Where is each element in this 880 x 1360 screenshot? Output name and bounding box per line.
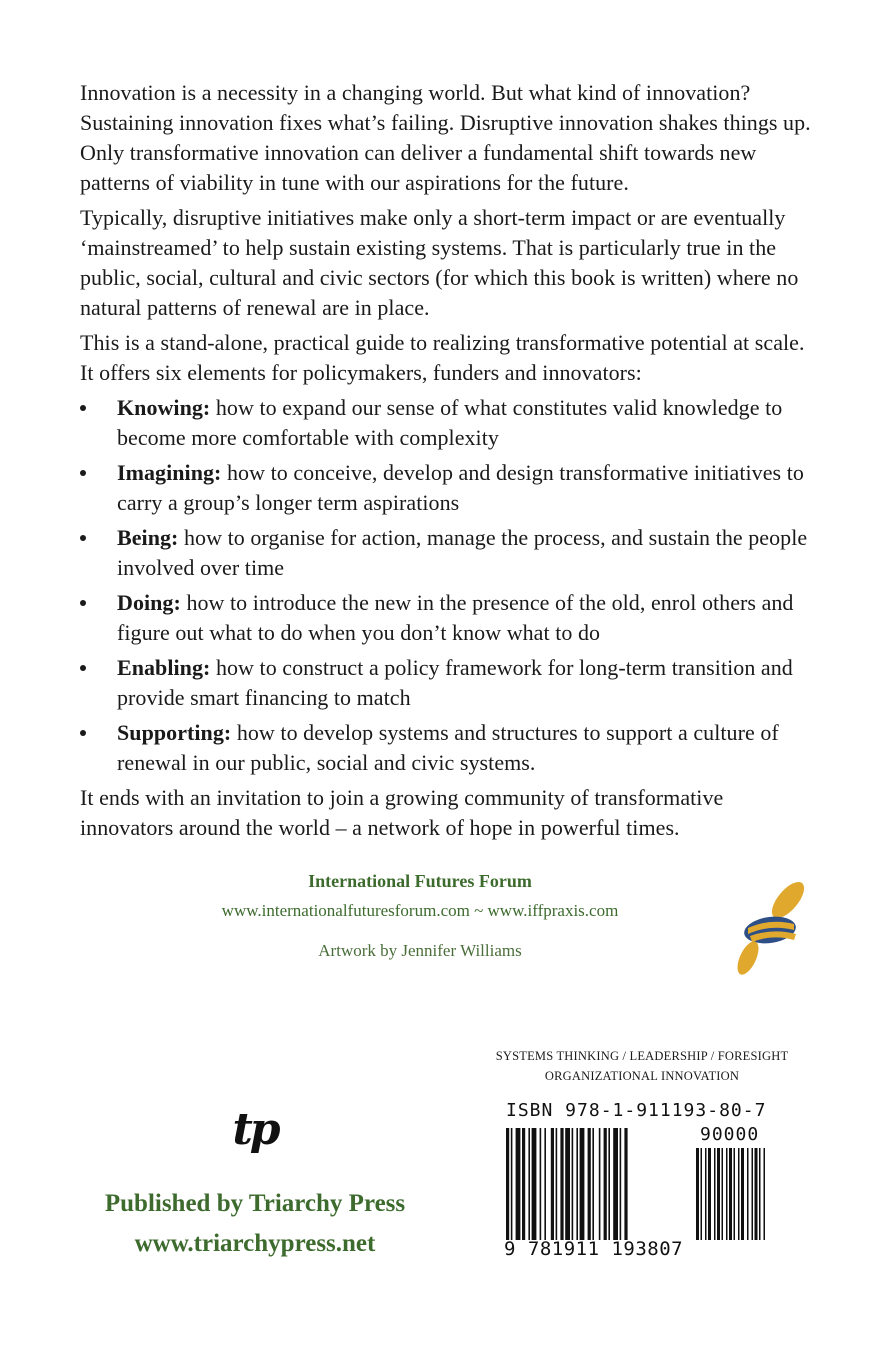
barcode-addon-bar xyxy=(759,1148,761,1240)
element-description: how to conceive, develop and design transformative initiatives to carry a group’s longer term aspirations xyxy=(117,460,804,515)
barcode-addon-bar xyxy=(722,1148,724,1240)
barcode-bar xyxy=(516,1128,521,1240)
isbn-barcode xyxy=(500,1100,790,1268)
barcode-bar xyxy=(528,1128,530,1240)
barcode-bar xyxy=(588,1128,591,1240)
subject-categories xyxy=(492,1046,792,1086)
list-item xyxy=(80,588,820,648)
publisher-website: www.triarchypress.net xyxy=(134,1230,376,1257)
barcode-addon-bar xyxy=(726,1148,728,1240)
subject-line: SYSTEMS THINKING / LEADERSHIP / FORESIGHT xyxy=(495,1049,789,1063)
element-term: Being: xyxy=(117,525,179,550)
barcode-bar xyxy=(540,1128,542,1240)
isbn-label: ISBN 978-1-911193-80-7 xyxy=(506,1100,767,1121)
forum-credits xyxy=(160,868,680,964)
barcode-bar xyxy=(560,1128,563,1240)
barcode-bar xyxy=(624,1128,627,1240)
barcode-addon-bar xyxy=(764,1148,766,1240)
list-item xyxy=(80,458,820,518)
barcode-addon-bar xyxy=(705,1148,707,1240)
barcode-bar xyxy=(506,1128,509,1240)
price-addon-label: 90000 xyxy=(700,1124,760,1145)
barcode-addon-bar xyxy=(701,1148,703,1240)
list-item xyxy=(80,523,820,583)
element-term: Enabling: xyxy=(117,655,211,680)
barcode-bar xyxy=(613,1128,618,1240)
barcode-bar xyxy=(576,1128,578,1240)
barcode-addon-bar xyxy=(747,1148,749,1240)
barcode-addon-bar xyxy=(738,1148,740,1240)
elements-list xyxy=(80,393,820,778)
element-term: Knowing: xyxy=(117,395,211,420)
barcode-bar xyxy=(544,1128,546,1240)
barcode-addon-bar xyxy=(741,1148,744,1240)
list-item xyxy=(80,718,820,778)
tp-logo-icon: tp xyxy=(232,1104,278,1155)
subject-line: ORGANIZATIONAL INNOVATION xyxy=(544,1069,740,1083)
barcode-bar xyxy=(556,1128,558,1240)
bullet-icon xyxy=(80,665,86,671)
artwork-credit: Artwork by Jennifer Williams xyxy=(318,941,522,960)
list-item xyxy=(80,653,820,713)
barcode-addon-bar xyxy=(734,1148,736,1240)
back-cover-blurb xyxy=(80,78,820,848)
bullet-icon xyxy=(80,470,86,476)
barcode-bar xyxy=(551,1128,554,1240)
element-description: how to organise for action, manage the process, and sustain the people involved over time xyxy=(117,525,808,580)
barcode-bar xyxy=(592,1128,594,1240)
barcode-bar xyxy=(565,1128,570,1240)
barcode-addon-bar xyxy=(696,1148,699,1240)
forum-name: International Futures Forum xyxy=(308,871,532,891)
closing-paragraph: It ends with an invitation to join a growing community of transformative innovators around the world – a network of hope in powerful times. xyxy=(80,785,724,840)
element-description: how to expand our sense of what constitutes valid knowledge to become more comfortable with complexity xyxy=(117,395,783,450)
element-term: Imagining: xyxy=(117,460,222,485)
barcode-addon-bar xyxy=(729,1148,732,1240)
bee-logo-icon xyxy=(728,878,814,978)
intro-paragraph: Innovation is a necessity in a changing world. But what kind of innovation? Sustaining innovation fixes what’s failing. Disruptive innovation shakes things up. Only transformative innovation can deliver a fundamental shift towards new patterns of viability in tune with our aspirations for the future. xyxy=(80,80,811,195)
element-description: how to construct a policy framework for long-term transition and provide smart financing to match xyxy=(117,655,793,710)
guide-paragraph: This is a stand-alone, practical guide to realizing transformative potential at scale. It offers six elements for policymakers, funders and innovators: xyxy=(80,330,805,385)
barcode-addon-bar xyxy=(717,1148,720,1240)
element-description: how to introduce the new in the presence of the old, enrol others and figure out what to do when you don’t know what to do xyxy=(117,590,794,645)
barcode-bar xyxy=(572,1128,574,1240)
barcode-bar xyxy=(532,1128,537,1240)
publisher-name: Published by Triarchy Press xyxy=(104,1190,406,1217)
barcode-addon-bar xyxy=(714,1148,716,1240)
barcode-bar xyxy=(511,1128,513,1240)
barcode-addon-bar xyxy=(755,1148,758,1240)
barcode-bar xyxy=(604,1128,607,1240)
barcode-addon-bar xyxy=(708,1148,711,1240)
element-term: Doing: xyxy=(117,590,181,615)
element-description: how to develop systems and structures to support a culture of renewal in our public, social and civic systems. xyxy=(117,720,779,775)
element-term: Supporting: xyxy=(117,720,232,745)
barcode-bar xyxy=(608,1128,610,1240)
bullet-icon xyxy=(80,730,86,736)
barcode-bar xyxy=(599,1128,601,1240)
bullet-icon xyxy=(80,600,86,606)
ean-number: 9 781911 193807 xyxy=(504,1238,684,1260)
forum-websites: www.internationalfuturesforum.com ~ www.iffpraxis.com xyxy=(221,901,619,920)
publisher-block xyxy=(60,1184,450,1264)
bullet-icon xyxy=(80,535,86,541)
barcode-bar xyxy=(620,1128,622,1240)
list-item xyxy=(80,393,820,453)
barcode-bar xyxy=(580,1128,585,1240)
bullet-icon xyxy=(80,405,86,411)
context-paragraph: Typically, disruptive initiatives make only a short-term impact or are eventually ‘mainstreamed’ to help sustain existing systems. That is particularly true in the public, social, cultural and civic sectors (for which this book is written) where no natural patterns of renewal are in place. xyxy=(80,205,799,320)
barcode-addon-bar xyxy=(752,1148,754,1240)
barcode-bar xyxy=(522,1128,525,1240)
